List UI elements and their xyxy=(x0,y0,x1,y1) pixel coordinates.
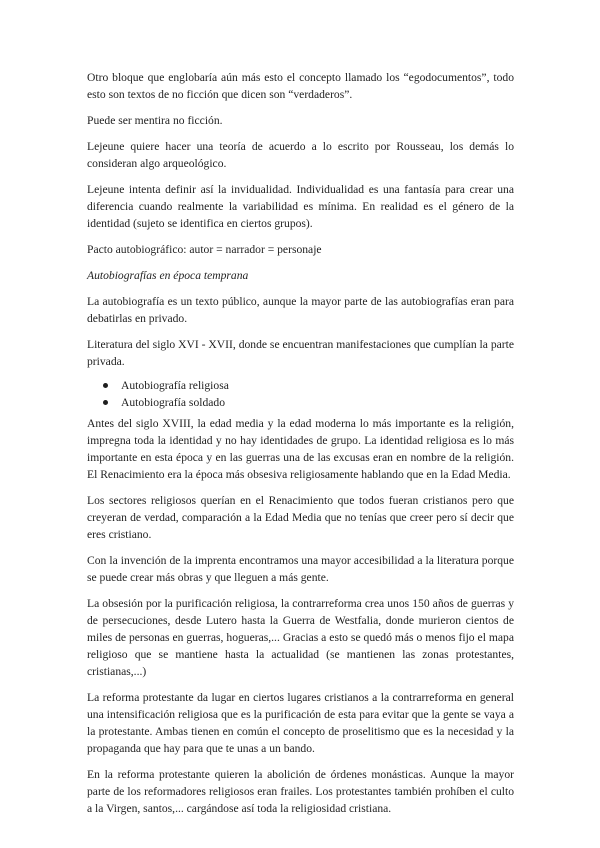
paragraph: Pacto autobiográfico: autor = narrador = personaje xyxy=(87,243,322,256)
document-body xyxy=(87,69,514,826)
paragraph: Los sectores religiosos querían en el Renacimiento que todos fueran cristianos pero que creyeran de verdad, comparación a la Edad Media que no tenías que creer pero sí decir que eres cristiano. xyxy=(87,494,514,541)
paragraph: La reforma protestante da lugar en ciertos lugares cristianos a la contrarreforma en general una intensificación religiosa que es la purificación de esta para evitar que la gente se vaya a la protestante. Ambas tienen en común el concepto de proselitismo que es la necesidad y la propaganda que hay para que te unas a un bando. xyxy=(87,691,514,755)
paragraph: Antes del siglo XVIII, la edad media y la edad moderna lo más importante es la religión, impregna toda la identidad y no hay identidades de grupo. La identidad religiosa es lo más importante en esta época y en las guerras una de las excusas eran en nombre de la religión. El Renacimiento era la época más obsesiva religiosamente hablando que en la Edad Media. xyxy=(87,417,514,481)
paragraph: Lejeune quiere hacer una teoría de acuerdo a lo escrito por Rousseau, los demás lo consideran algo arqueológico. xyxy=(87,140,514,170)
paragraph: La autobiografía es un texto público, aunque la mayor parte de las autobiografías eran para debatirlas en privado. xyxy=(87,295,514,325)
bullet-dot-icon xyxy=(103,383,108,388)
bullet-dot-icon xyxy=(103,400,108,405)
section-heading: Autobiografías en época temprana xyxy=(87,269,249,282)
paragraph: En la reforma protestante quieren la abolición de órdenes monásticas. Aunque la mayor parte de los reformadores religiosos eran frailes. Los protestantes también prohíben el culto a la Virgen, santos,... cargándose así toda la religiosidad cristiana. xyxy=(87,768,514,815)
paragraph: Lejeune intenta definir así la invidualidad. Individualidad es una fantasía para crear una diferencia cuando realmente la variabilidad es mínima. En realidad es el género de la identidad (sujeto se identifica en ciertos grupos). xyxy=(87,183,514,230)
paragraph: La obsesión por la purificación religiosa, la contrarreforma crea unos 150 años de guerras y de persecuciones, desde Lutero hasta la Guerra de Westfalia, donde murieron cientos de miles de personas en guerras, hogueras,... Gracias a esto se quedó más o menos fijo el mapa religioso que se mantiene hasta la actualidad (se mantienen las zonas protestantes, cristianas,...) xyxy=(87,597,514,678)
list-item-text: Autobiografía soldado xyxy=(121,396,225,409)
paragraph: Literatura del siglo XVI - XVII, donde se encuentran manifestaciones que cumplían la parte privada. xyxy=(87,338,514,368)
list-item xyxy=(87,377,514,394)
bullet-list xyxy=(87,377,514,411)
paragraph: Puede ser mentira no ficción. xyxy=(87,114,223,127)
paragraph: Con la invención de la imprenta encontramos una mayor accesibilidad a la literatura porque se puede crear más obras y que lleguen a más gente. xyxy=(87,554,514,584)
list-item xyxy=(87,394,514,411)
list-item-text: Autobiografía religiosa xyxy=(121,379,229,392)
paragraph: Otro bloque que englobaría aún más esto el concepto llamado los “egodocumentos”, todo esto son textos de no ficción que dicen son “verdaderos”. xyxy=(87,71,514,101)
